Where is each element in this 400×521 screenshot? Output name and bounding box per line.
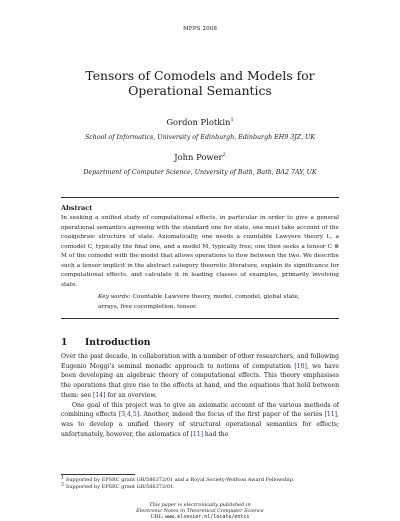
p2-text-b: . Another, indeed the focus of the first paper of the series	[139, 411, 325, 419]
publication-line-2: Electronic Notes in Theoretical Computer Science	[136, 508, 264, 515]
footnote-1-mark: 1	[61, 474, 65, 481]
footnote-1-text: Supported by EPSRC grant GR/586372/01 and a Royal Society-Wolfson Award Fellowship.	[65, 477, 295, 483]
body-paragraph-2	[61, 401, 339, 440]
abstract-heading: Abstract	[61, 204, 93, 212]
citation-link[interactable]: [14]	[93, 391, 106, 399]
title-line-2: Operational Semantics	[128, 83, 272, 98]
title-line-1: Tensors of Comodels and Models for	[85, 68, 315, 83]
author-1	[0, 117, 400, 127]
footnote-rule	[61, 474, 135, 475]
author-2-affiliation: Department of Computer Science, University of Bath, Bath, BA2 7AY, UK	[83, 169, 317, 176]
p1-text-b: , we have been developing an algebraic theory of computational effects. This theory emphasises the operations that give rise to the effects at hand, and the equations that hold between them: see	[61, 362, 339, 399]
running-head: MFPS 2008	[182, 26, 218, 32]
author-1-name: Gordon Plotkin	[166, 117, 231, 127]
p2-text-d: had the	[202, 430, 229, 438]
footnote-2-mark: 2	[61, 481, 65, 488]
keywords	[98, 293, 320, 312]
footnotes	[61, 474, 339, 491]
abstract-text: In seeking a unified study of computational effects, in particular in order to give a general operational semantics agreeing with the standard one for state, one must take account of the coalgebraic structure of state. Axiomatically, one needs a countable Lawvere theory L, a comodel C, typically the final one, and a model M, typically free; one then seeks a tensor C ⊗ M of the comodel with the model that allows operations to flow between the two. We describe such a tensor implicit in the abstract category theoretic literature, explain its significance for computational effects, and calculate it in leading classes of examples, primarily involving state.	[61, 215, 339, 288]
abstract-bottom-rule	[61, 318, 339, 319]
citation-link[interactable]: [11]	[190, 430, 203, 438]
citation-link[interactable]: [11]	[324, 411, 338, 419]
footnote-2-text: Supported by EPSRC grant GR/586372/01.	[65, 484, 175, 490]
body-text	[61, 352, 339, 439]
p2-text-a: One goal of this project was to give an axiomatic account of the various methods of combining effects	[61, 401, 339, 419]
section-number: 1	[61, 337, 68, 348]
paper-title	[0, 68, 400, 98]
p2-text-c: , was to develop a unified theory of structural operational semantics for effects; unfortunately, however, the axiomatics of	[61, 411, 339, 438]
keywords-text: Countable Lawvere theory, model, comodel, global state, arrays, free cocompletion, tensor.	[98, 294, 300, 310]
author-2	[0, 152, 400, 162]
author-2-footnote-mark: 2	[222, 152, 226, 159]
url-label: URL:	[150, 514, 164, 521]
abstract-top-rule	[61, 197, 339, 198]
section-heading	[61, 337, 150, 348]
footnote-2	[61, 481, 339, 491]
author-1-affiliation: School of Informatics, University of Edinburgh, Edinburgh EH9 3JZ, UK	[84, 134, 316, 141]
keywords-label: Key words:	[98, 294, 131, 300]
citation-link[interactable]: [3,4,5]	[118, 411, 140, 419]
p1-text-a: Over the past decade, in collaboration with a number of other researchers, and following Eugenio Moggi’s seminal monadic approach to notions of computation	[61, 353, 339, 370]
section-title: Introduction	[85, 337, 151, 348]
p1-text-c: for an overview.	[105, 391, 157, 399]
footnote-1	[61, 474, 339, 484]
publication-url[interactable]: www.elsevier.nl/locate/entcs	[165, 514, 250, 521]
body-paragraph-1	[61, 352, 339, 401]
author-2-name: John Power	[174, 152, 223, 162]
author-1-footnote-mark: 1	[230, 117, 234, 124]
publication-line-1: This paper is electronically published in	[149, 502, 251, 508]
citation-link[interactable]: [10]	[294, 362, 307, 370]
